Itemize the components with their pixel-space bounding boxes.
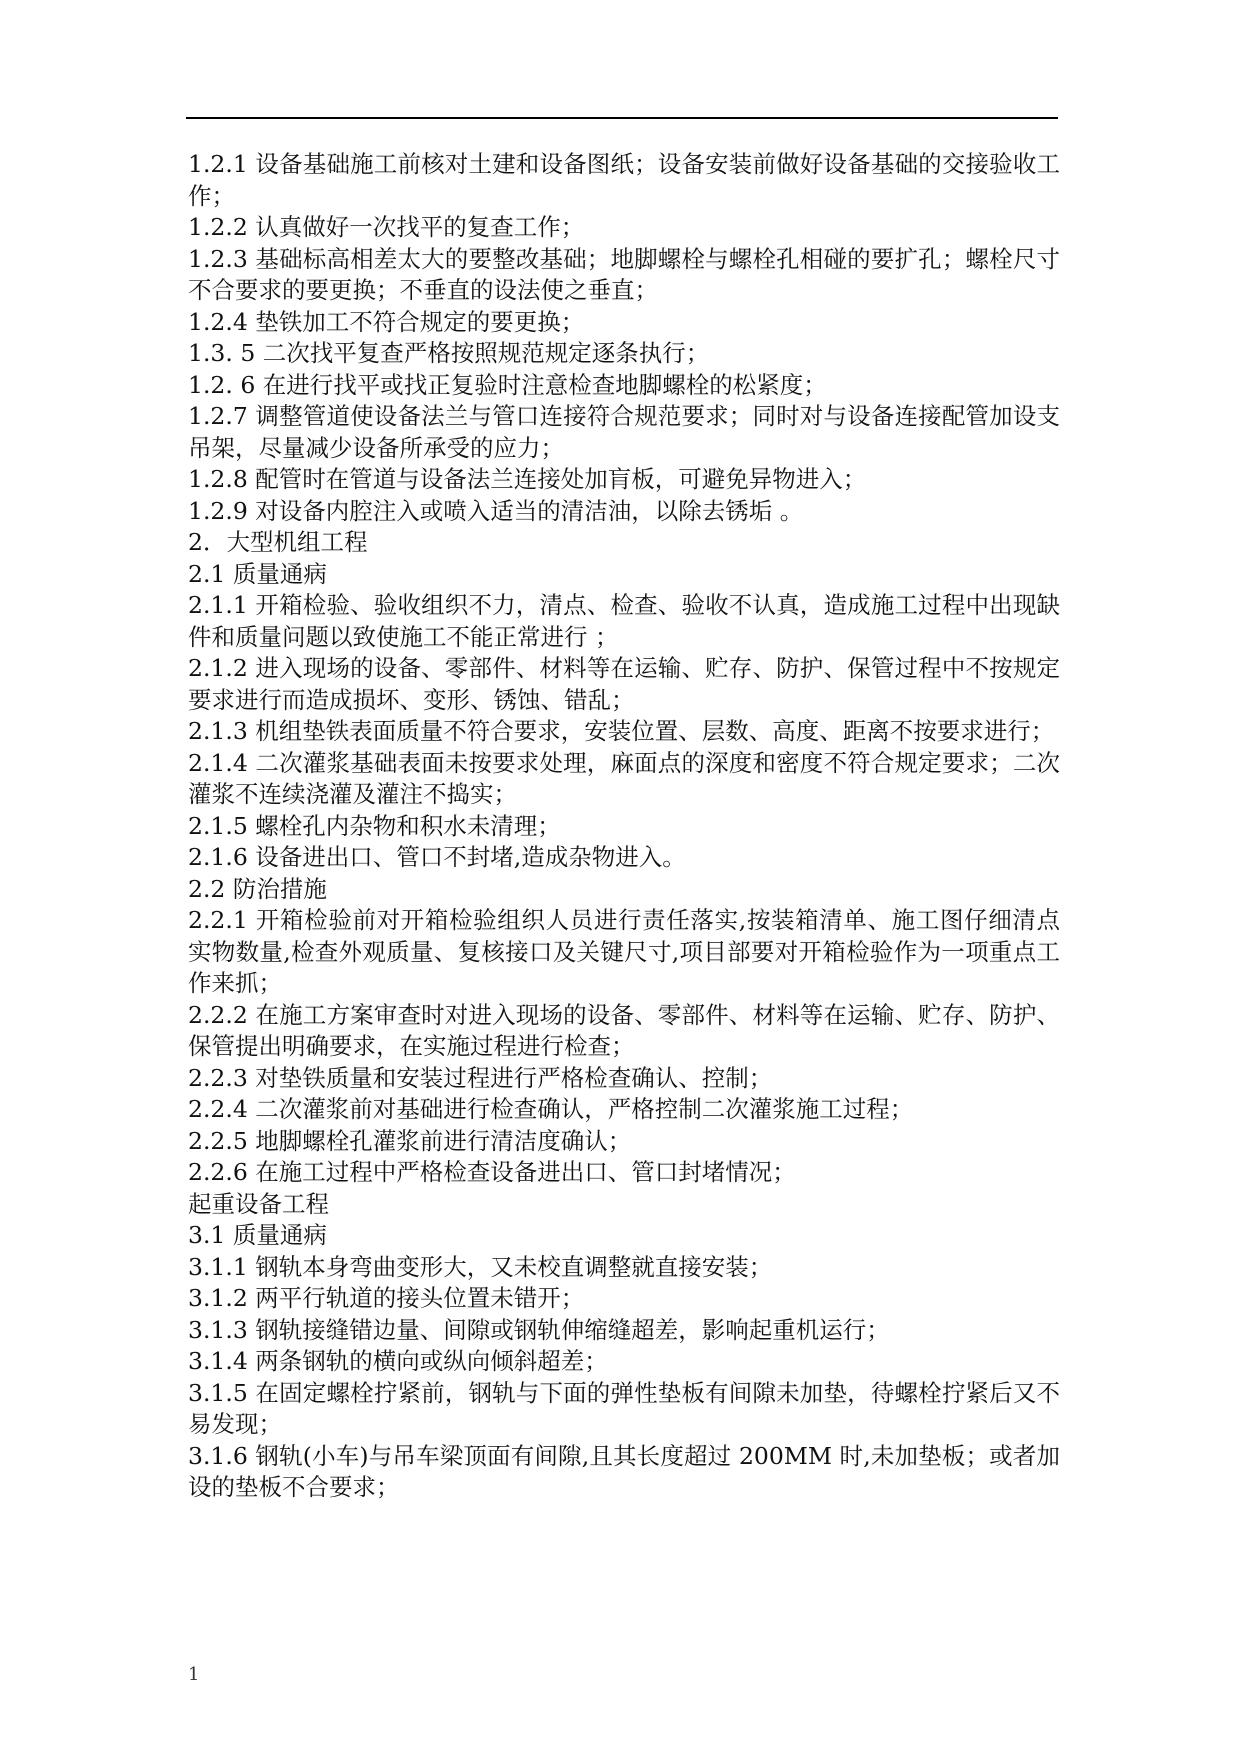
paragraph: 2.1.2 进入现场的设备、零部件、材料等在运输、贮存、防护、保管过程中不按规定要求进行而造成损坏、变形、锈蚀、错乱； <box>188 654 1060 714</box>
paragraph: 1.2. 6 在进行找平或找正复验时注意检查地脚螺栓的松紧度； <box>188 370 827 399</box>
paragraph: 2.1.5 螺栓孔内杂物和积水未清理； <box>188 811 561 840</box>
paragraph: 2.1.1 开箱检验、验收组织不力，清点、检查、验收不认真，造成施工过程中出现缺件和质量问题以致使施工不能正常进行 ； <box>188 591 1060 651</box>
paragraph: 2.1.6 设备进出口、管口不封堵,造成杂物进入。 <box>188 843 686 871</box>
paragraph: 1.2.8 配管时在管道与设备法兰连接处加肓板，可避免异物进入； <box>188 465 867 493</box>
paragraph: 2.2.3 对垫铁质量和安装过程进行严格检查确认、控制； <box>188 1063 773 1092</box>
paragraph: 3.1.6 钢轨(小车)与吊车梁顶面有间隙,且其长度超过 200MM 时,未加垫板；或者加设的垫板不合要求； <box>188 1441 1060 1501</box>
paragraph: 2.1 质量通病 <box>188 559 327 588</box>
paragraph: 2.2.2 在施工方案审查时对进入现场的设备、零部件、材料等在运输、贮存、防护、保管提出明确要求，在实施过程进行检查； <box>188 1000 1060 1060</box>
paragraph: 1.3. 5 二次找平复查严格按照规范规定逐条执行； <box>188 339 710 367</box>
paragraph: 2.1.3 机组垫铁表面质量不符合要求，安装位置、层数、高度、距离不按要求进行； <box>188 717 1055 745</box>
header-rule <box>186 117 1058 119</box>
paragraph: 3.1.5 在固定螺栓拧紧前，钢轨与下面的弹性垫板有间隙未加垫，待螺栓拧紧后又不易发现； <box>188 1378 1060 1438</box>
paragraph: 1.2.9 对设备内腔注入或喷入适当的清洁油，以除去锈垢 。 <box>188 496 804 525</box>
paragraph: 1.2.2 认真做好一次找平的复查工作； <box>188 213 585 241</box>
paragraph: 1.2.3 基础标高相差太大的要整改基础；地脚螺栓与螺栓孔相碰的要扩孔；螺栓尺寸不合要求的要更换；不垂直的设法使之垂直； <box>188 244 1060 304</box>
paragraph: 2.2 防治措施 <box>188 874 327 903</box>
paragraph: 1.2.7 调整管道使设备法兰与管口连接符合规范要求；同时对与设备连接配管加设支吊架，尽量减少设备所承受的应力； <box>188 402 1060 462</box>
paragraph: 3.1.4 两条钢轨的横向或纵向倾斜超差； <box>188 1347 608 1375</box>
paragraph: 3.1.2 两平行轨道的接头位置未错开； <box>188 1284 585 1312</box>
paragraph: 2.2.4 二次灌浆前对基础进行检查确认，严格控制二次灌浆施工过程； <box>188 1095 914 1123</box>
paragraph: 起重设备工程 <box>188 1189 329 1218</box>
paragraph: 1.2.1 设备基础施工前核对土建和设备图纸；设备安装前做好设备基础的交接验收工作； <box>188 150 1060 210</box>
paragraph: 2．大型机组工程 <box>188 528 368 556</box>
paragraph: 2.1.4 二次灌浆基础表面未按要求处理，麻面点的深度和密度不符合规定要求；二次灌浆不连续浇灌及灌注不捣实； <box>188 748 1060 808</box>
paragraph: 2.2.1 开箱检验前对开箱检验组织人员进行责任落实,按装箱清单、施工图仔细清点实物数量,检查外观质量、复核接口及关键尺寸,项目部要对开箱检验作为一项重点工作来抓； <box>188 906 1060 997</box>
paragraph: 1.2.4 垫铁加工不符合规定的要更换； <box>188 307 585 336</box>
paragraph: 3.1.3 钢轨接缝错边量、间隙或钢轨伸缩缝超差，影响起重机运行； <box>188 1315 890 1344</box>
paragraph: 2.2.5 地脚螺栓孔灌浆前进行清洁度确认； <box>188 1126 632 1155</box>
document-body <box>188 149 1060 1504</box>
paragraph: 3.1 质量通病 <box>188 1221 327 1249</box>
paragraph: 2.2.6 在施工过程中严格检查设备进出口、管口封堵情况； <box>188 1158 796 1186</box>
paragraph: 3.1.1 钢轨本身弯曲变形大，又未校直调整就直接安装； <box>188 1252 773 1281</box>
page-number: 1 <box>188 1664 200 1685</box>
